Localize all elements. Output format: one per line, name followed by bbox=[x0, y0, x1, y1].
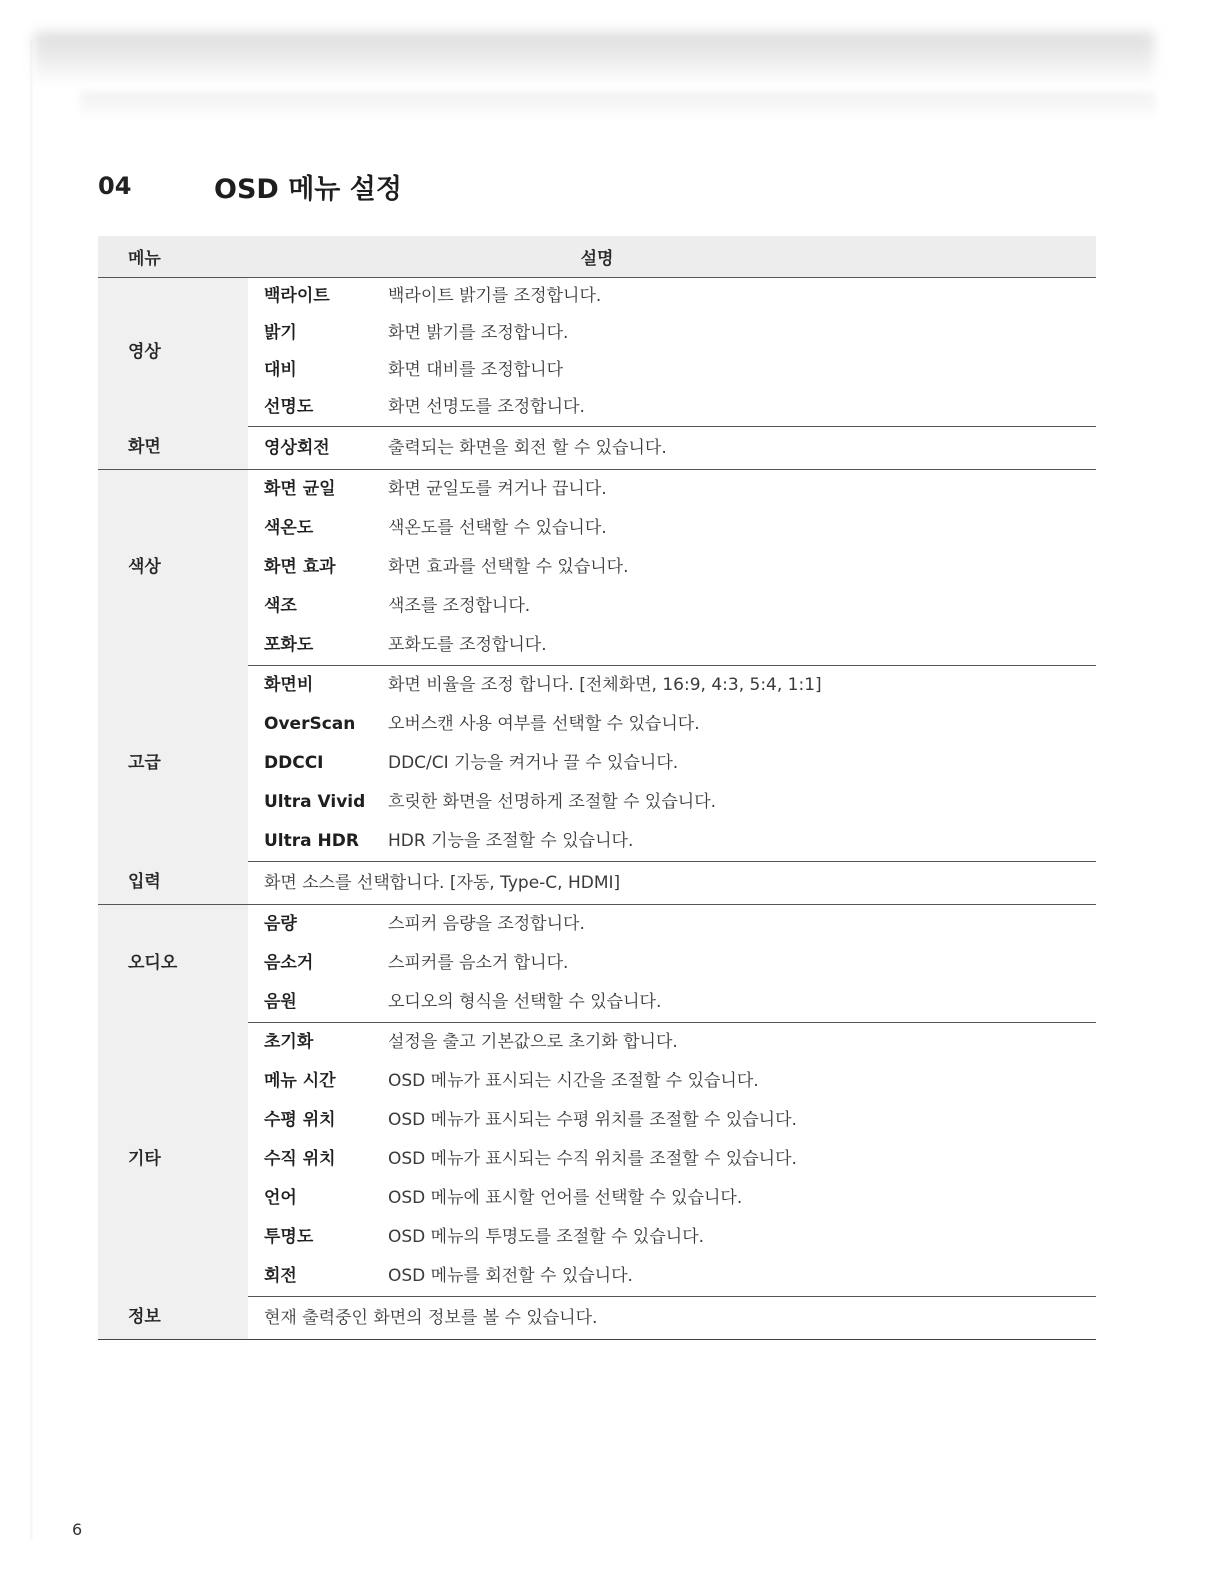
item-desc: 화면 대비를 조정합니다 bbox=[388, 360, 564, 380]
table-row bbox=[98, 822, 1096, 862]
item-label: 투명도 bbox=[264, 1227, 314, 1247]
item-desc: OSD 메뉴의 투명도를 조절할 수 있습니다. bbox=[388, 1227, 705, 1247]
item-label: 수직 위치 bbox=[264, 1149, 336, 1169]
page-edge bbox=[30, 40, 34, 1540]
table-row bbox=[98, 587, 1096, 626]
item-desc: OSD 메뉴가 표시되는 수평 위치를 조절할 수 있습니다. bbox=[388, 1110, 797, 1130]
item-desc: HDR 기능을 조절할 수 있습니다. bbox=[384, 822, 1096, 862]
item-label: Ultra HDR bbox=[248, 822, 384, 862]
item-label: 음량 bbox=[264, 914, 297, 934]
table-row bbox=[98, 509, 1096, 548]
item-desc: OSD 메뉴가 표시되는 시간을 조절할 수 있습니다. bbox=[388, 1071, 759, 1091]
header-desc: 설명 bbox=[248, 236, 1096, 278]
item-desc: 백라이트 밝기를 조정합니다. bbox=[388, 286, 602, 306]
item-desc: 설정을 출고 기본값으로 초기화 합니다. bbox=[388, 1032, 678, 1052]
table-row bbox=[98, 352, 1096, 389]
menu-input: 입력 bbox=[98, 862, 248, 905]
item-label: 화면 효과 bbox=[264, 557, 336, 577]
table-row bbox=[98, 1218, 1096, 1257]
item-desc: 색온도를 선택할 수 있습니다. bbox=[388, 518, 607, 538]
item-label: Ultra Vivid bbox=[264, 792, 366, 812]
table-row bbox=[98, 744, 1096, 783]
table-row bbox=[98, 1179, 1096, 1218]
table-row bbox=[98, 278, 1096, 316]
info-desc: 현재 출력중인 화면의 정보를 볼 수 있습니다. bbox=[248, 1297, 1096, 1340]
menu-info: 정보 bbox=[98, 1297, 248, 1340]
item-label: 포화도 bbox=[248, 626, 384, 666]
item-desc: 화면 균일도를 켜거나 끕니다. bbox=[388, 479, 607, 499]
item-label: 수평 위치 bbox=[264, 1110, 336, 1130]
scan-shadow-band bbox=[80, 92, 1155, 114]
section-heading bbox=[98, 168, 402, 204]
menu-video: 영상 bbox=[98, 278, 248, 427]
item-label: 화면 균일 bbox=[264, 479, 336, 499]
item-desc: 스피커를 음소거 합니다. bbox=[388, 953, 569, 973]
item-desc: 화면 비율을 조정 합니다. [전체화면, 16:9, 4:3, 5:4, 1:1] bbox=[388, 675, 822, 695]
item-desc: 오버스캔 사용 여부를 선택할 수 있습니다. bbox=[388, 714, 700, 734]
item-label: 영상회전 bbox=[248, 427, 384, 470]
item-label: 대비 bbox=[264, 360, 297, 380]
table-row bbox=[98, 1023, 1096, 1063]
item-label: 백라이트 bbox=[264, 286, 330, 306]
item-label: DDCCI bbox=[264, 753, 324, 773]
table-row bbox=[98, 1140, 1096, 1179]
item-label: 메뉴 시간 bbox=[264, 1071, 336, 1091]
item-desc: OSD 메뉴가 표시되는 수직 위치를 조절할 수 있습니다. bbox=[388, 1149, 797, 1169]
item-label: 초기화 bbox=[264, 1032, 314, 1052]
table-row bbox=[98, 315, 1096, 352]
item-label: 언어 bbox=[264, 1188, 297, 1208]
table-row bbox=[98, 548, 1096, 587]
item-label: 음원 bbox=[248, 983, 384, 1023]
table-row bbox=[98, 944, 1096, 983]
item-desc: 화면 밝기를 조정합니다. bbox=[388, 323, 569, 343]
item-label: 화면비 bbox=[264, 675, 314, 695]
item-desc: 화면 효과를 선택할 수 있습니다. bbox=[388, 557, 629, 577]
table-row bbox=[98, 1297, 1096, 1340]
table-row bbox=[98, 1101, 1096, 1140]
item-label: 색온도 bbox=[264, 518, 314, 538]
item-label: OverScan bbox=[264, 714, 356, 734]
item-label: 회전 bbox=[248, 1257, 384, 1297]
table-row bbox=[98, 983, 1096, 1023]
page-number: 6 bbox=[72, 1520, 83, 1539]
item-desc: 오디오의 형식을 선택할 수 있습니다. bbox=[384, 983, 1096, 1023]
item-desc: 포화도를 조정합니다. bbox=[384, 626, 1096, 666]
item-label: 음소거 bbox=[264, 953, 314, 973]
item-desc: 색조를 조정합니다. bbox=[388, 596, 531, 616]
table-row bbox=[98, 626, 1096, 666]
menu-color: 색상 bbox=[98, 470, 248, 666]
table-row bbox=[98, 1257, 1096, 1297]
item-desc: 화면 선명도를 조정합니다. bbox=[384, 389, 1096, 427]
table-row bbox=[98, 666, 1096, 706]
item-label: 색조 bbox=[264, 596, 297, 616]
item-desc: 흐릿한 화면을 선명하게 조절할 수 있습니다. bbox=[388, 792, 717, 812]
table-row bbox=[98, 705, 1096, 744]
header-menu: 메뉴 bbox=[98, 236, 248, 278]
item-desc: DDC/CI 기능을 켜거나 끌 수 있습니다. bbox=[388, 753, 679, 773]
scan-shadow-top bbox=[34, 32, 1154, 80]
item-desc: OSD 메뉴에 표시할 언어를 선택할 수 있습니다. bbox=[388, 1188, 743, 1208]
menu-audio: 오디오 bbox=[98, 905, 248, 1023]
table-row bbox=[98, 427, 1096, 470]
table-row bbox=[98, 1062, 1096, 1101]
menu-other: 기타 bbox=[98, 1023, 248, 1297]
menu-advanced: 고급 bbox=[98, 666, 248, 862]
table-header-row bbox=[98, 236, 1096, 278]
table-row bbox=[98, 783, 1096, 822]
table-row bbox=[98, 470, 1096, 510]
item-desc: OSD 메뉴를 회전할 수 있습니다. bbox=[384, 1257, 1096, 1297]
item-desc: 스피커 음량을 조정합니다. bbox=[388, 914, 585, 934]
item-desc: 출력되는 화면을 회전 할 수 있습니다. bbox=[384, 427, 1096, 470]
menu-screen: 화면 bbox=[98, 427, 248, 470]
osd-menu-table bbox=[98, 236, 1096, 1340]
input-desc: 화면 소스를 선택합니다. [자동, Type-C, HDMI] bbox=[248, 862, 1096, 905]
section-title: OSD 메뉴 설정 bbox=[214, 173, 402, 205]
item-label: 선명도 bbox=[248, 389, 384, 427]
item-label: 밝기 bbox=[264, 323, 297, 343]
table-row bbox=[98, 389, 1096, 427]
table-row bbox=[98, 862, 1096, 905]
table-row bbox=[98, 905, 1096, 945]
section-number: 04 bbox=[98, 172, 132, 200]
